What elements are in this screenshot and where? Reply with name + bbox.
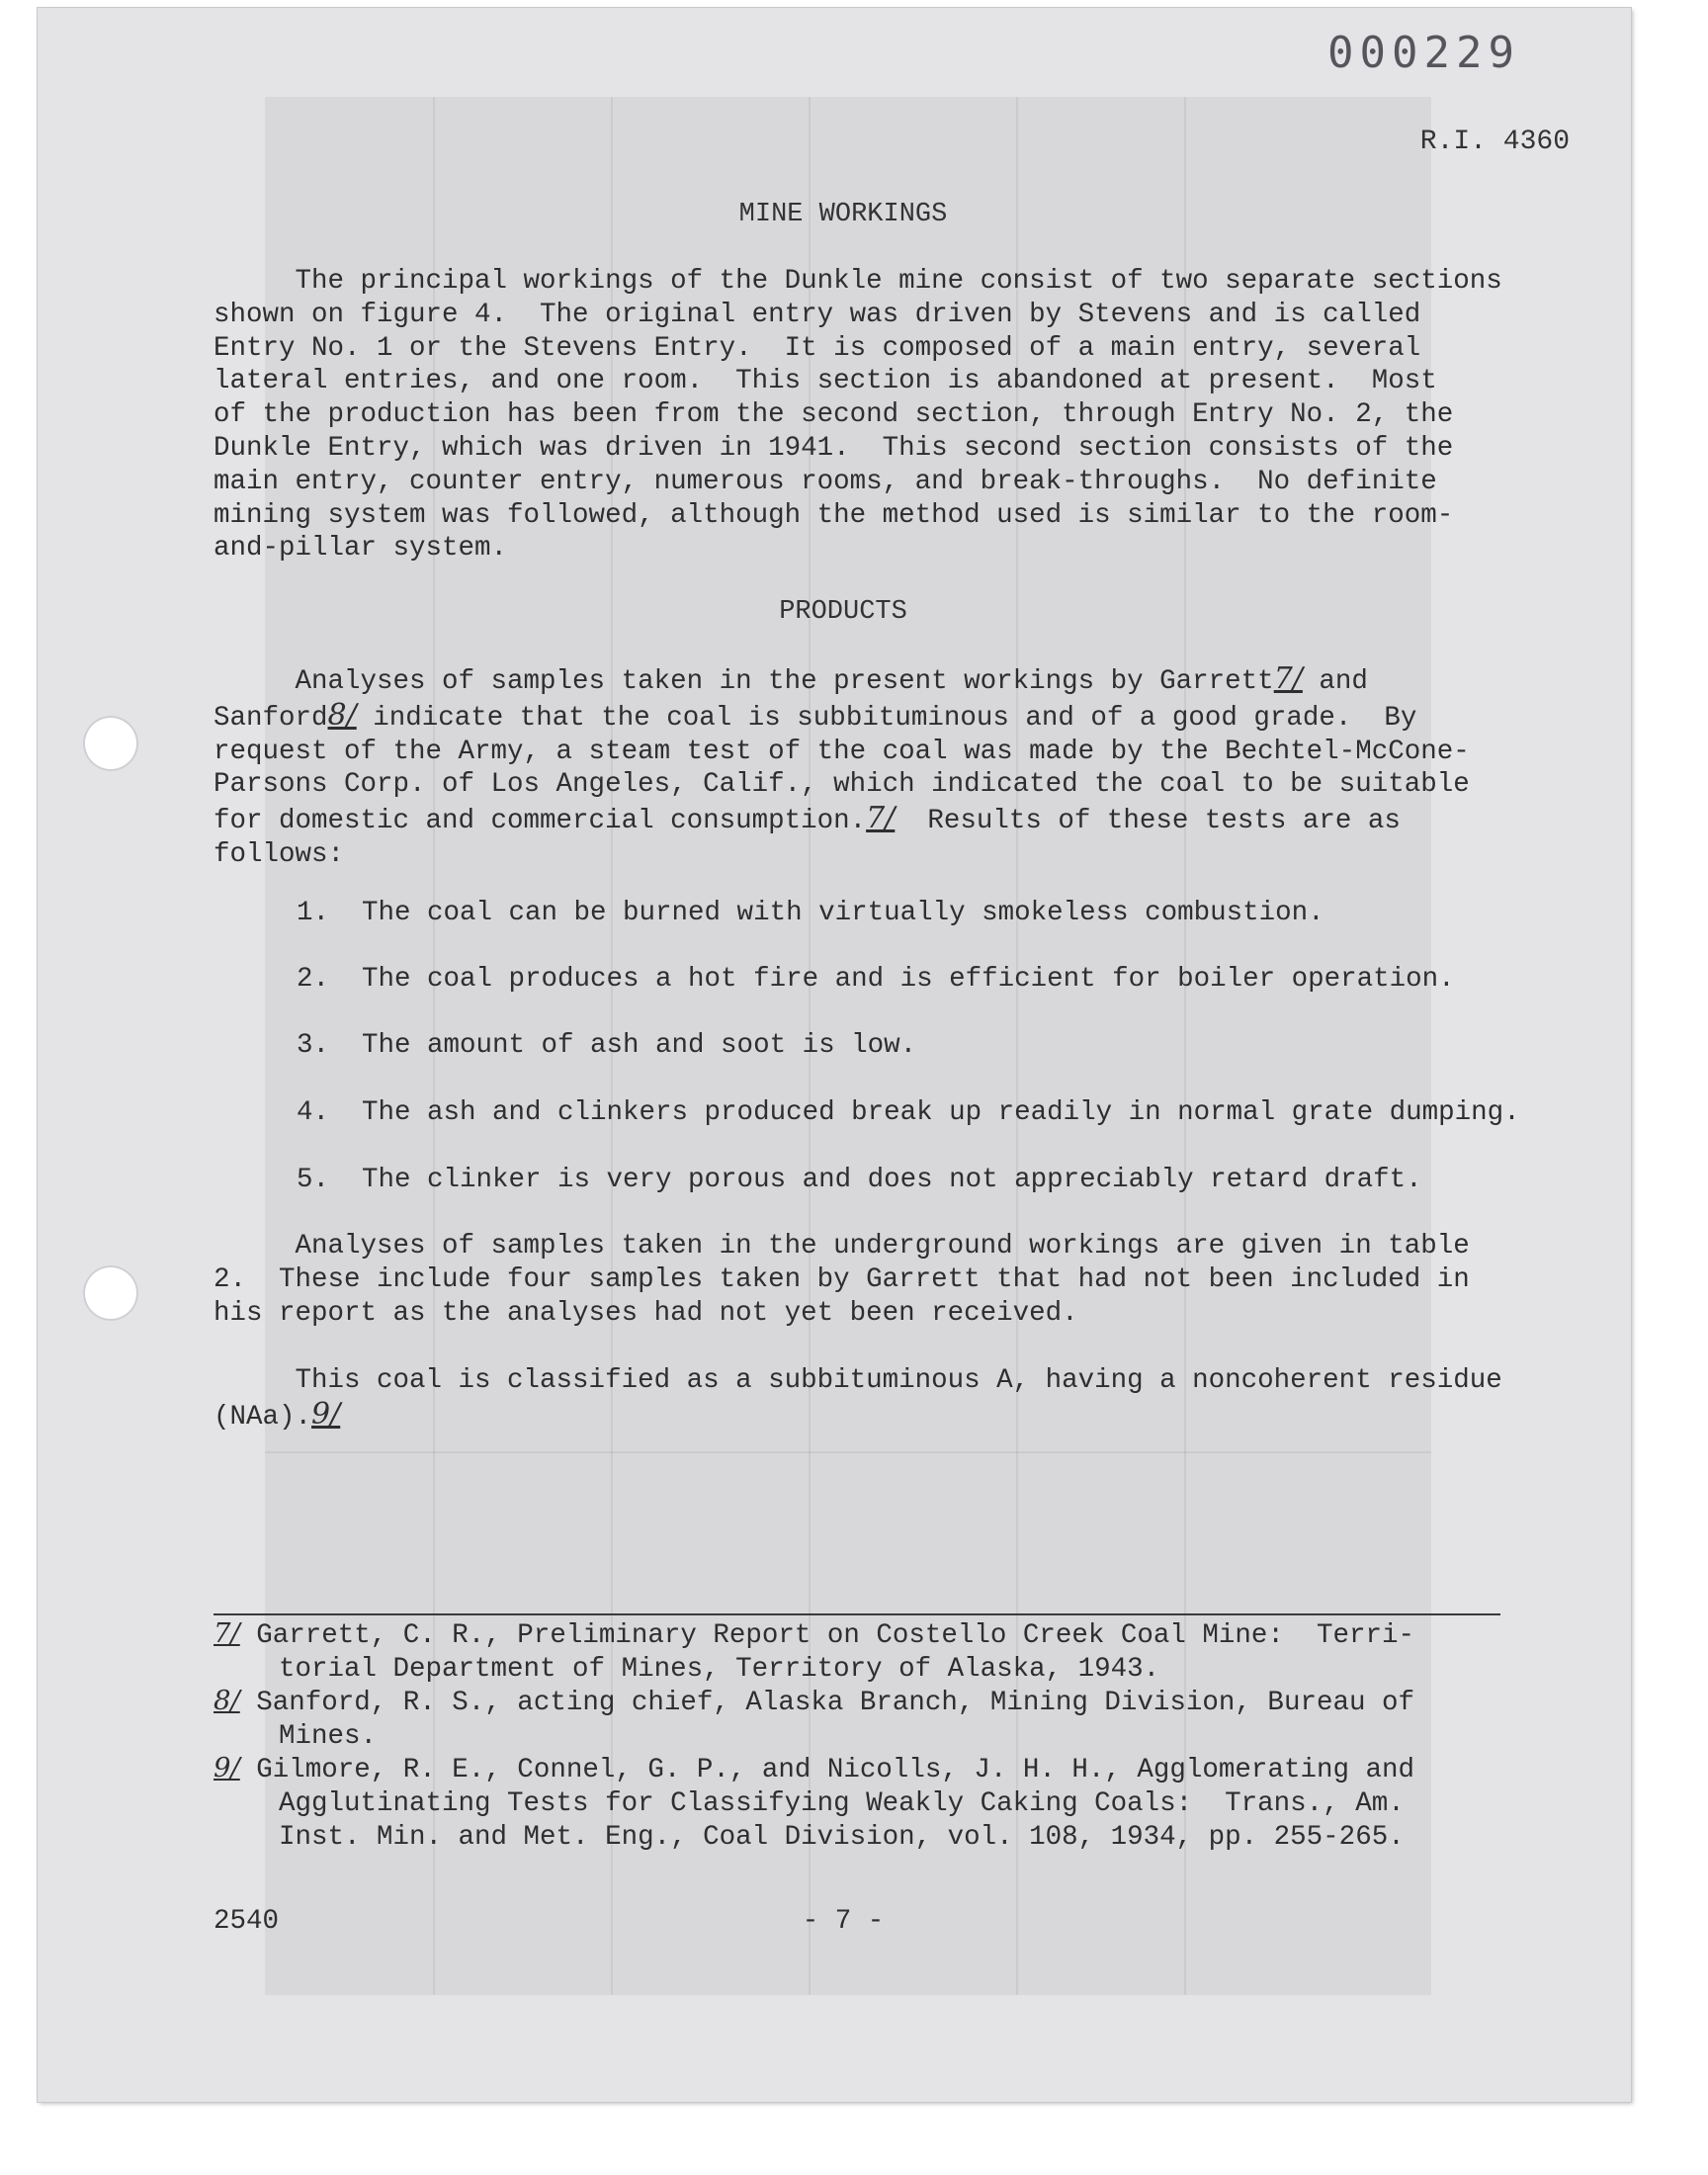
intro-text: Results of these tests are as follows: [214, 806, 1401, 870]
footnote-divider [214, 1613, 1500, 1615]
list-item-text: The amount of ash and soot is low. [362, 1030, 917, 1061]
list-item-number: 1. [297, 898, 330, 928]
list-item-number: 2. [297, 964, 330, 995]
footnote-ref-7: 7/ [866, 801, 896, 836]
intro-text: Analyses of samples taken in the present workings by Garrett [214, 666, 1274, 697]
list-item [297, 898, 1324, 928]
intro-text: request of the Army, a steam test of the coal was made by the Bechtel-McCone- Parsons Corp. of Los Angeles, Calif., which indicated the coal to be suitable for domestic and commercial consumption. [214, 736, 1470, 837]
list-item-text: The coal produces a hot fire and is efficient for boiler operation. [362, 964, 1455, 995]
footnote-mark: 8/ [214, 1685, 240, 1716]
document-number: 2540 [214, 1906, 280, 1937]
footnote-text: Garrett, C. R., Preliminary Report on Costello Creek Coal Mine: Terri- torial Department of Mines, Territory of Alaska, 1943. [256, 1620, 1414, 1685]
list-item-text: The clinker is very porous and does not appreciably retard draft. [362, 1165, 1422, 1195]
products-intro-paragraph [214, 662, 1538, 872]
bleed-through-rule [265, 1451, 1431, 1453]
report-id: R.I. 4360 [1419, 127, 1570, 157]
footnote-text: Gilmore, R. E., Connel, G. P., and Nicolls, J. H. H., Agglomerating and Agglutinating Tests for Classifying Weakly Caking Coals: Trans., Am. Inst. Min. and Met. Eng., Coal Division, vol. 108, 1934, pp. 255-265. [256, 1755, 1414, 1853]
list-item-text: The coal can be burned with virtually smokeless combustion. [362, 898, 1324, 928]
punch-hole-bottom [83, 1265, 138, 1321]
mine-workings-paragraph: The principal workings of the Dunkle mine consist of two separate sections shown on figure 4. The original entry was driven by Stevens and is called Entry No. 1 or the Stevens Entry. It is composed of a main entry, several lateral entries, and one room. This section is abandoned at present. Most of the production has been from the second section, through Entry No. 2, the Dunkle Entry, which was driven in 1941. This second section consists of the main entry, counter entry, numerous rooms, and break-throughs. No definite mining system was followed, although the method used is similar to the room- and-pillar system. [214, 266, 1502, 565]
list-item [297, 1030, 916, 1061]
list-item [297, 964, 1455, 995]
list-item [297, 1165, 1422, 1195]
footnote-text: Sanford, R. S., acting chief, Alaska Branch, Mining Division, Bureau of Mines. [256, 1688, 1414, 1752]
page-number: - 7 - [802, 1906, 885, 1937]
footnote-9 [214, 1752, 1414, 1854]
footnote-mark: 7/ [214, 1617, 240, 1649]
classification-text: This coal is classified as a subbituminous A, having a noncoherent residue (NAa). [214, 1365, 1502, 1433]
list-item-number: 3. [297, 1030, 330, 1061]
classification-paragraph [214, 1364, 1538, 1435]
section-heading-mine-workings: MINE WORKINGS [738, 200, 948, 229]
footnote-7 [214, 1617, 1414, 1687]
analyses-paragraph: Analyses of samples taken in the underground workings are given in table 2. These include four samples taken by Garrett that had not been included in his report as the analyses had not yet been received. [214, 1231, 1470, 1329]
list-item-number: 5. [297, 1165, 330, 1195]
punch-hole-top [83, 716, 138, 771]
footnote-8 [214, 1685, 1414, 1754]
document-stamp-number: 000229 [1327, 28, 1520, 78]
intro-text: and [1302, 666, 1368, 697]
intro-text: Sanford [214, 702, 328, 734]
list-item-number: 4. [297, 1097, 330, 1128]
footnote-ref-9: 9/ [311, 1396, 341, 1432]
list-item [297, 1097, 1520, 1128]
section-heading-products: PRODUCTS [779, 597, 907, 627]
intro-text: indicate that the coal is subbituminous and of a good grade. By [356, 702, 1417, 734]
footnote-mark: 9/ [214, 1752, 240, 1784]
list-item-text: The ash and clinkers produced break up readily in normal grate dumping. [362, 1097, 1520, 1128]
footnote-ref-8: 8/ [327, 697, 357, 733]
footnote-ref-7: 7/ [1273, 661, 1303, 696]
